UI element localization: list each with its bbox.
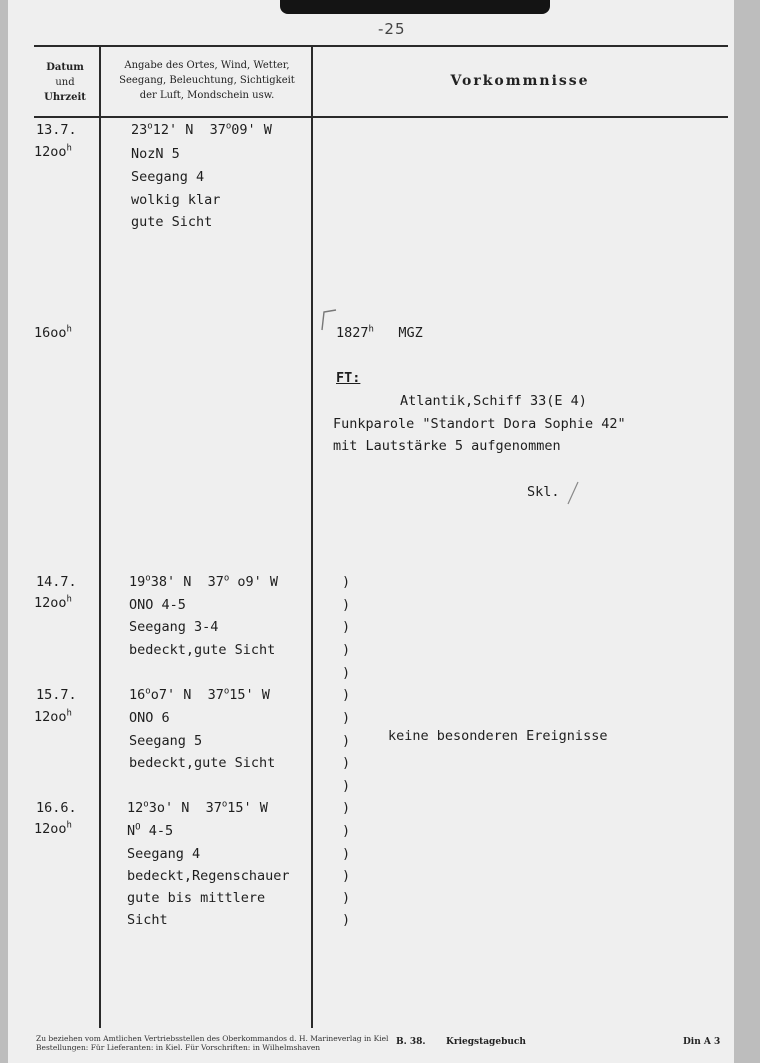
entry-time-value: 12oo bbox=[34, 709, 67, 725]
bracket: ) bbox=[342, 800, 351, 816]
entry-time-value: 12oo bbox=[34, 595, 67, 611]
pos-lat: 19 bbox=[129, 574, 146, 590]
entry-wind: NozN 5 bbox=[131, 146, 180, 162]
entry-time-sup: h bbox=[66, 708, 72, 719]
footer-imprint-line1: Zu beziehen vom Amtlichen Vertriebsstellen des Oberkommandos d. H. Marineverlag in Kiel bbox=[36, 1034, 389, 1043]
pos-lat: 16 bbox=[129, 687, 146, 703]
entry-time bbox=[34, 144, 72, 160]
event-time-sup: h bbox=[368, 324, 374, 335]
entry-sea: Seegang 4 bbox=[131, 169, 205, 185]
event-signature: Skl. bbox=[527, 484, 560, 500]
bracket: ) bbox=[342, 665, 351, 681]
entry-date: 16.6. bbox=[36, 800, 77, 816]
entry-time bbox=[34, 595, 72, 611]
document-page bbox=[8, 0, 734, 1063]
bracket: ) bbox=[342, 574, 351, 590]
header-place-line1: Angabe des Ortes, Wind, Wetter, bbox=[124, 60, 290, 71]
header-rule bbox=[34, 116, 728, 118]
page-number: -25 bbox=[378, 20, 406, 38]
entry-visibility: Sicht bbox=[127, 912, 168, 928]
column-rule-place bbox=[311, 46, 313, 1028]
bracket: ) bbox=[342, 912, 351, 928]
entry-time-value: 16oo bbox=[34, 325, 67, 341]
top-rule bbox=[34, 45, 728, 47]
pos-lon-min: 15' W bbox=[229, 687, 270, 703]
footer-paper-size: Din A 3 bbox=[683, 1037, 721, 1047]
entry-sea: Seegang 3-4 bbox=[129, 619, 219, 635]
entry-position: 12$^o$3o' N 37$^o$15' W bbox=[127, 799, 268, 816]
bracket: ) bbox=[342, 846, 351, 862]
entry-weather: bedeckt,gute Sicht bbox=[129, 755, 276, 771]
entry-position: 23$^o$12' N 37$^o$09' W bbox=[131, 121, 272, 138]
entry-wind-dir: N bbox=[127, 823, 136, 839]
header-events: Vorkommnisse bbox=[450, 73, 590, 89]
pos-lat-min: 3o' N bbox=[148, 800, 190, 816]
entry-weather: bedeckt,gute Sicht bbox=[129, 642, 276, 658]
footer-imprint bbox=[36, 1034, 388, 1052]
pos-lon: 37 bbox=[209, 122, 226, 138]
entry-sea: Seegang 4 bbox=[127, 846, 201, 862]
header-date-line1: Datum bbox=[46, 62, 84, 73]
pos-lat-min: 38' N bbox=[150, 574, 192, 590]
bracket: ) bbox=[342, 823, 351, 839]
entry-sea: Seegang 5 bbox=[129, 733, 203, 749]
entry-time bbox=[34, 821, 72, 837]
pos-lon: 37 bbox=[207, 687, 224, 703]
bracket: ) bbox=[342, 890, 351, 906]
entry-time bbox=[34, 325, 72, 341]
entry-time-sup: h bbox=[66, 143, 72, 154]
pos-lon-min: 15' W bbox=[227, 800, 268, 816]
pos-lat: 23 bbox=[131, 122, 148, 138]
header-place-line3: der Luft, Mondschein usw. bbox=[139, 90, 275, 101]
entry-position: 19$^o$38' N 37$^o$ o9' W bbox=[129, 573, 279, 590]
entry-weather: wolkig klar bbox=[131, 192, 221, 208]
entry-position: 16$^o$o7' N 37$^o$15' W bbox=[129, 686, 270, 703]
pos-lon-min: 09' W bbox=[231, 122, 272, 138]
header-date-line3: Uhrzeit bbox=[44, 92, 86, 103]
event-time bbox=[336, 325, 423, 341]
bracket: ) bbox=[342, 642, 351, 658]
entry-time-value: 12oo bbox=[34, 144, 67, 160]
entry-wind: $N^O$ 4-5 bbox=[127, 822, 174, 839]
pos-lat: 12 bbox=[127, 800, 144, 816]
entry-visibility: gute Sicht bbox=[131, 214, 213, 230]
entry-weather: bedeckt,Regenschauer bbox=[127, 868, 290, 884]
bracket: ) bbox=[342, 868, 351, 884]
bracket: ) bbox=[342, 687, 351, 703]
check-mark bbox=[566, 478, 582, 508]
pos-lat-min: o7' N bbox=[150, 687, 192, 703]
footer-form-number: B. 38. bbox=[396, 1037, 426, 1047]
header-date-line2: und bbox=[55, 77, 75, 88]
event-time-value: 1827 bbox=[336, 325, 369, 341]
entry-time-sup: h bbox=[66, 820, 72, 831]
bracket: ) bbox=[342, 733, 351, 749]
entry-wind: ONO 6 bbox=[129, 710, 170, 726]
binding-tab bbox=[280, 0, 550, 14]
event-line2: Funkparole "Standort Dora Sophie 42" bbox=[333, 416, 626, 432]
no-events-note: keine besonderen Ereignisse bbox=[388, 728, 608, 744]
column-rule-date bbox=[99, 46, 101, 1028]
entry-time-sup: h bbox=[66, 594, 72, 605]
pos-lon: 37 bbox=[205, 800, 222, 816]
bracket: ) bbox=[342, 597, 351, 613]
entry-wind-force: 4-5 bbox=[140, 823, 174, 839]
bracket: ) bbox=[342, 619, 351, 635]
footer-imprint-line2: Bestellungen: Für Lieferanten: in Kiel. Für Vorschriften: in Wilhelmshaven bbox=[36, 1043, 321, 1052]
header-place bbox=[103, 58, 311, 103]
header-place-line2: Seegang, Beleuchtung, Sichtigkeit bbox=[119, 75, 295, 86]
event-line3: mit Lautstärke 5 aufgenommen bbox=[333, 438, 561, 454]
footer-form-title: Kriegstagebuch bbox=[446, 1037, 526, 1047]
event-prefix: FT: bbox=[336, 370, 361, 386]
entry-time-value: 12oo bbox=[34, 821, 67, 837]
pos-lon: 37 bbox=[207, 574, 224, 590]
entry-time-sup: h bbox=[66, 324, 72, 335]
entry-wind: ONO 4-5 bbox=[129, 597, 186, 613]
pos-lon-min: o9' W bbox=[229, 574, 279, 590]
event-line1: Atlantik,Schiff 33(E 4) bbox=[400, 393, 587, 409]
entry-date: 14.7. bbox=[36, 574, 77, 590]
pos-lat-min: 12' N bbox=[152, 122, 194, 138]
entry-visibility: gute bis mittlere bbox=[127, 890, 266, 906]
event-zone: MGZ bbox=[398, 325, 423, 341]
bracket: ) bbox=[342, 778, 351, 794]
bracket: ) bbox=[342, 755, 351, 771]
header-date bbox=[36, 60, 94, 105]
bracket: ) bbox=[342, 710, 351, 726]
entry-date: 15.7. bbox=[36, 687, 77, 703]
entry-date: 13.7. bbox=[36, 122, 77, 138]
entry-time bbox=[34, 709, 72, 725]
